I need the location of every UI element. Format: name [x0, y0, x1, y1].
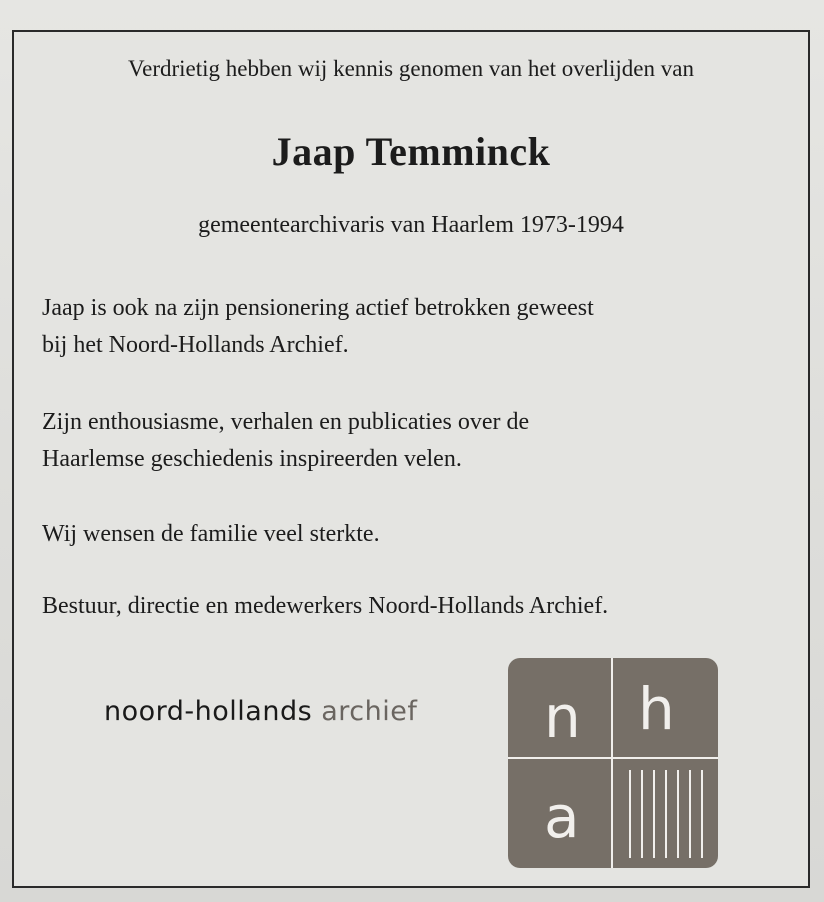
paragraph-enthusiasm-line-2: Haarlemse geschiedenis inspireerden velen. [42, 446, 462, 472]
logo-letter-h: h [638, 675, 675, 743]
paragraph-involvement [42, 290, 792, 364]
wordmark-noord-hollands: noord-hollands [104, 696, 313, 727]
nha-wordmark [104, 696, 417, 727]
paragraph-involvement-line-2: bij het Noord-Hollands Archief. [42, 332, 349, 358]
signature-text: Bestuur, directie en medewerkers Noord-Hollands Archief. [42, 593, 609, 619]
wordmark-archief: archief [321, 696, 418, 727]
paragraph-enthusiasm-line-1: Zijn enthousiasme, verhalen en publicaties over de [42, 409, 530, 435]
nha-logo-lines [508, 658, 718, 868]
role-text: gemeentearchivaris van Haarlem 1973-1994 [198, 212, 624, 238]
intro-text: Verdrietig hebben wij kennis genomen van het overlijden van [128, 56, 694, 81]
nha-logo-mark [508, 658, 718, 868]
logo-letter-a: a [544, 783, 580, 851]
obituary-frame [12, 30, 810, 888]
paragraph-enthusiasm [42, 404, 792, 478]
deceased-name: Jaap Temminck [271, 129, 551, 174]
paragraph-condolence: Wij wensen de familie veel sterkte. [42, 521, 380, 547]
paragraph-involvement-line-1: Jaap is ook na zijn pensionering actief betrokken geweest [42, 295, 594, 321]
logo-letter-n: n [544, 683, 581, 751]
